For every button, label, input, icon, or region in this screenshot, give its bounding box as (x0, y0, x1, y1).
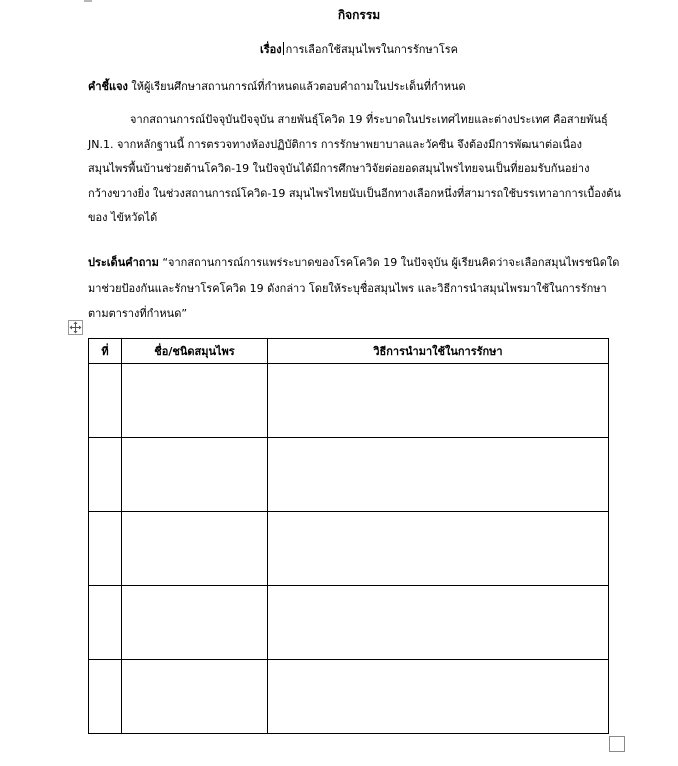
instruction-text: ให้ผู้เรียนศึกษาสถานการณ์ที่กำหนดแล้วตอบคำถามในประเด็นที่กำหนด (131, 80, 466, 93)
table-row (89, 364, 609, 438)
paragraph-line: JN.1. จากหลักฐานนี้ การตรวจทางห้องปฏิบัติการ การรักษาพยาบาลและวัคซีน จึงต้องมีการพัฒนาต่อเนื่อง (88, 137, 582, 151)
table-cell[interactable] (89, 512, 122, 586)
instruction-label: คำชี้แจง (88, 80, 128, 93)
question-line-first (88, 250, 648, 276)
table-cell[interactable] (122, 586, 268, 660)
instruction-line (88, 77, 466, 95)
question-line: มาช่วยป้องกันและรักษาโรคโควิด 19 ดังกล่าว โดยให้ระบุชื่อสมุนไพร และวิธีการนำสมุนไพรมาใช้ในการรักษา (88, 281, 607, 295)
table-cell[interactable] (122, 438, 268, 512)
paragraph-line: กว้างขวางยิ่ง ในช่วงสถานการณ์โควิด-19 สมุนไพรไทยนับเป็นอีกทางเลือกหนึ่งที่สามารถใช้บรรเทาอาการเบื้องต้น (88, 186, 621, 200)
table-cell[interactable] (122, 364, 268, 438)
subject-text: การเลือกใช้สมุนไพรในการรักษาโรค (285, 43, 458, 56)
table-cell[interactable] (268, 512, 609, 586)
table-row (89, 586, 609, 660)
header-number: ที่ (89, 339, 122, 364)
subject-line (0, 40, 678, 58)
table-row (89, 660, 609, 734)
question-line: ตามตารางที่กำหนด” (88, 307, 188, 320)
table-cell[interactable] (89, 364, 122, 438)
question-label: ประเด็นคำถาม (88, 256, 159, 269)
table-row (89, 512, 609, 586)
subject-label: เรื่อง (260, 43, 282, 56)
situation-paragraph (88, 108, 648, 231)
text-cursor (283, 42, 284, 55)
question-line: “จากสถานการณ์การแพร่ระบาดของโรคโควิด 19 ในปัจจุบัน ผู้เรียนคิดว่าจะเลือกสมุนไพรชนิดใด (162, 256, 620, 269)
question-block (88, 250, 648, 327)
table-cell[interactable] (89, 438, 122, 512)
paragraph-line: ของ ไข้หวัดได้ (88, 211, 158, 224)
table-cell[interactable] (268, 660, 609, 734)
paragraph-line: จากสถานการณ์ปัจจุบันปัจจุบัน สายพันธุ์โควิด 19 ที่ระบาดในประเทศไทยและต่างประเทศ คือสายพันธุ์ (130, 113, 608, 126)
paragraph-line: สมุนไพรพื้นบ้านช่วยต้านโควิด-19 ในปัจจุบันได้มีการศึกษาวิจัยต่อยอดสมุนไพรไทยจนเป็นที่ยอมรับกันอย่าง (88, 162, 590, 175)
document-title: กิจกรรม (337, 8, 381, 22)
table-cell[interactable] (89, 660, 122, 734)
table-cell[interactable] (268, 586, 609, 660)
header-herb-name: ชื่อ/ชนิดสมุนไพร (122, 339, 268, 364)
top-page-marker (84, 0, 92, 2)
table-cell[interactable] (268, 438, 609, 512)
table-cell[interactable] (268, 364, 609, 438)
herb-table (88, 338, 609, 734)
move-arrows-icon[interactable] (68, 320, 83, 335)
table-cell[interactable] (122, 512, 268, 586)
table-cell[interactable] (89, 586, 122, 660)
resize-square-icon[interactable] (609, 736, 625, 752)
table-row (89, 438, 609, 512)
table-header-row (89, 339, 609, 364)
table-cell[interactable] (122, 660, 268, 734)
header-method: วิธีการนำมาใช้ในการรักษา (268, 339, 609, 364)
